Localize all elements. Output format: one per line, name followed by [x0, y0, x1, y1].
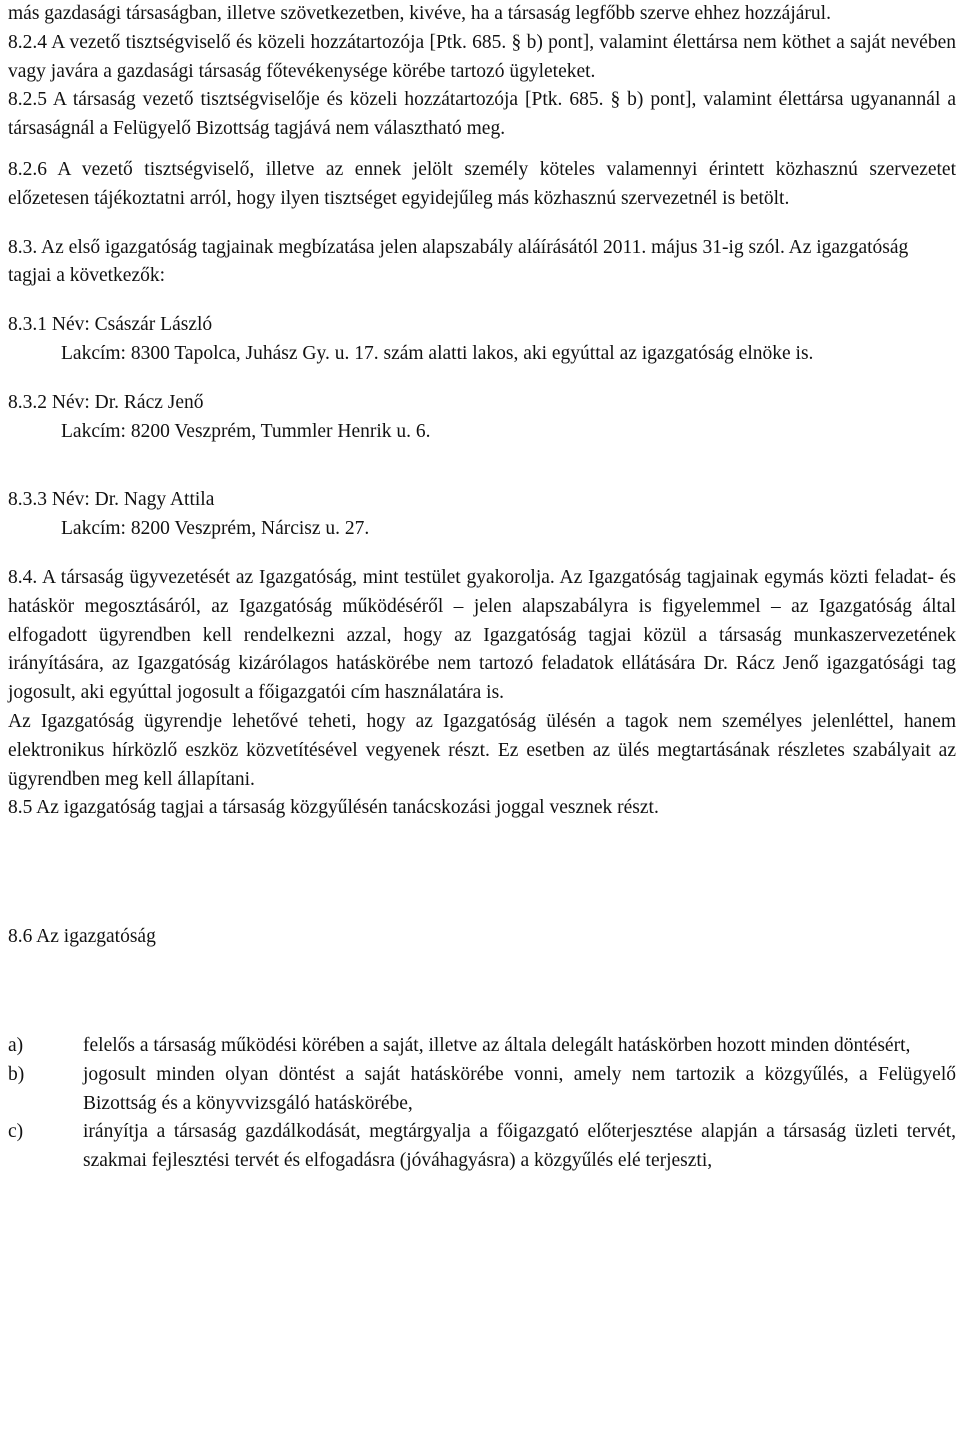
paragraph-8-6-heading: 8.6 Az igazgatóság	[8, 926, 156, 948]
list-item-text: jogosult minden olyan döntést a saját hatáskörébe vonni, amely nem tartozik a közgyűlés, a Felügyelő Bizottság és a könyvvizsgáló hatáskörébe,	[83, 1063, 956, 1114]
list-item-text: felelős a társaság működési körében a saját, illetve az általa delegált hatáskörben hozott minden döntésért,	[83, 1034, 911, 1056]
member-name: 8.3.2 Név: Dr. Rácz Jenő	[8, 391, 204, 413]
board-member	[8, 311, 956, 369]
member-address: Lakcím: 8200 Veszprém, Tummler Henrik u. 6.	[61, 420, 431, 442]
member-name: 8.3.1 Név: Császár László	[8, 314, 213, 336]
paragraph-intro-continuation: más gazdasági társaságban, illetve szövetkezetben, kivéve, ha a társaság legfőbb szerve ehhez hozzájárul.	[8, 3, 831, 24]
board-member	[8, 389, 956, 447]
list-marker: b)	[8, 1063, 25, 1085]
board-member	[8, 486, 956, 544]
paragraph-8-2-4: 8.2.4 A vezető tisztségviselő és közeli hozzátartozója [Ptk. 685. § b) pont], valamint élettársa nem köthet a saját nevében vagy javára a gazdasági társaság főtevékenysége körébe tartozó ügyleteket.	[8, 31, 956, 82]
paragraph-8-3: 8.3. Az első igazgatóság tagjainak megbízatása jelen alapszabály aláírásától 2011. május 31-ig szól. Az igazgatóság tagjai a következők:	[8, 236, 909, 287]
list-item-text: irányítja a társaság gazdálkodását, megtárgyalja a főigazgató előterjesztése alapján a társaság üzleti tervét, szakmai fejlesztési tervét és elfogadásra (jóváhagyásra) a közgyűlés elé terjeszti,	[83, 1121, 956, 1172]
list-item	[8, 1032, 956, 1061]
paragraph-8-4: 8.4. A társaság ügyvezetését az Igazgatóság, mint testület gyakorolja. Az Igazgatóság tagjainak egymás közti feladat- és hatáskör megosztásáról, az Igazgatóság működéséről – jelen alapszabályra is figyelemmel – az Igazgatóság által elfogadott ügyrendben kell rendelkezni azzal, hogy az Igazgatóság tagjai közül a társaság munkaszervezetének irányítására, az Igazgatóság kizárólagos hatáskörébe nem tartozó feladatok ellátására Dr. Rácz Jenő igazgatósági tag jogosult, aki egyúttal jogosult a főigazgatói cím használatára is.	[8, 566, 956, 704]
list-marker: a)	[8, 1034, 24, 1056]
paragraph-8-4-continued: Az Igazgatóság ügyrendje lehetővé teheti, hogy az Igazgatóság ülésén a tagok nem személyes jelenléttel, hanem elektronikus hírközlő eszköz közvetítésével vegyenek részt. Ez esetben az ülés megtartásának részletes szabályait az ügyrendben meg kell állapítani.	[8, 710, 956, 790]
list-marker: c)	[8, 1121, 24, 1143]
document-page	[8, 0, 956, 1176]
list-item	[8, 1061, 956, 1119]
paragraph-8-5: 8.5 Az igazgatóság tagjai a társaság közgyűlésén tanácskozási joggal vesznek részt.	[8, 797, 659, 819]
paragraph-8-2-5: 8.2.5 A társaság vezető tisztségviselője és közeli hozzátartozója [Ptk. 685. § b) pont], valamint élettársa ugyanannál a társaságnál a Felügyelő Bizottság tagjává nem választható meg.	[8, 89, 956, 140]
paragraph-8-2-6: 8.2.6 A vezető tisztségviselő, illetve az ennek jelölt személy köteles valamennyi érintett közhasznú szervezetet előzetesen tájékoztatni arról, hogy ilyen tisztséget egyidejűleg más közhasznú szervezetnél is betölt.	[8, 158, 956, 209]
member-address: Lakcím: 8300 Tapolca, Juhász Gy. u. 17. szám alatti lakos, aki egyúttal az igazgatóság elnöke is.	[61, 342, 814, 364]
member-address: Lakcím: 8200 Veszprém, Nárcisz u. 27.	[61, 518, 370, 540]
member-name: 8.3.3 Név: Dr. Nagy Attila	[8, 489, 215, 511]
list-8-6	[8, 1032, 956, 1176]
list-item	[8, 1118, 956, 1176]
